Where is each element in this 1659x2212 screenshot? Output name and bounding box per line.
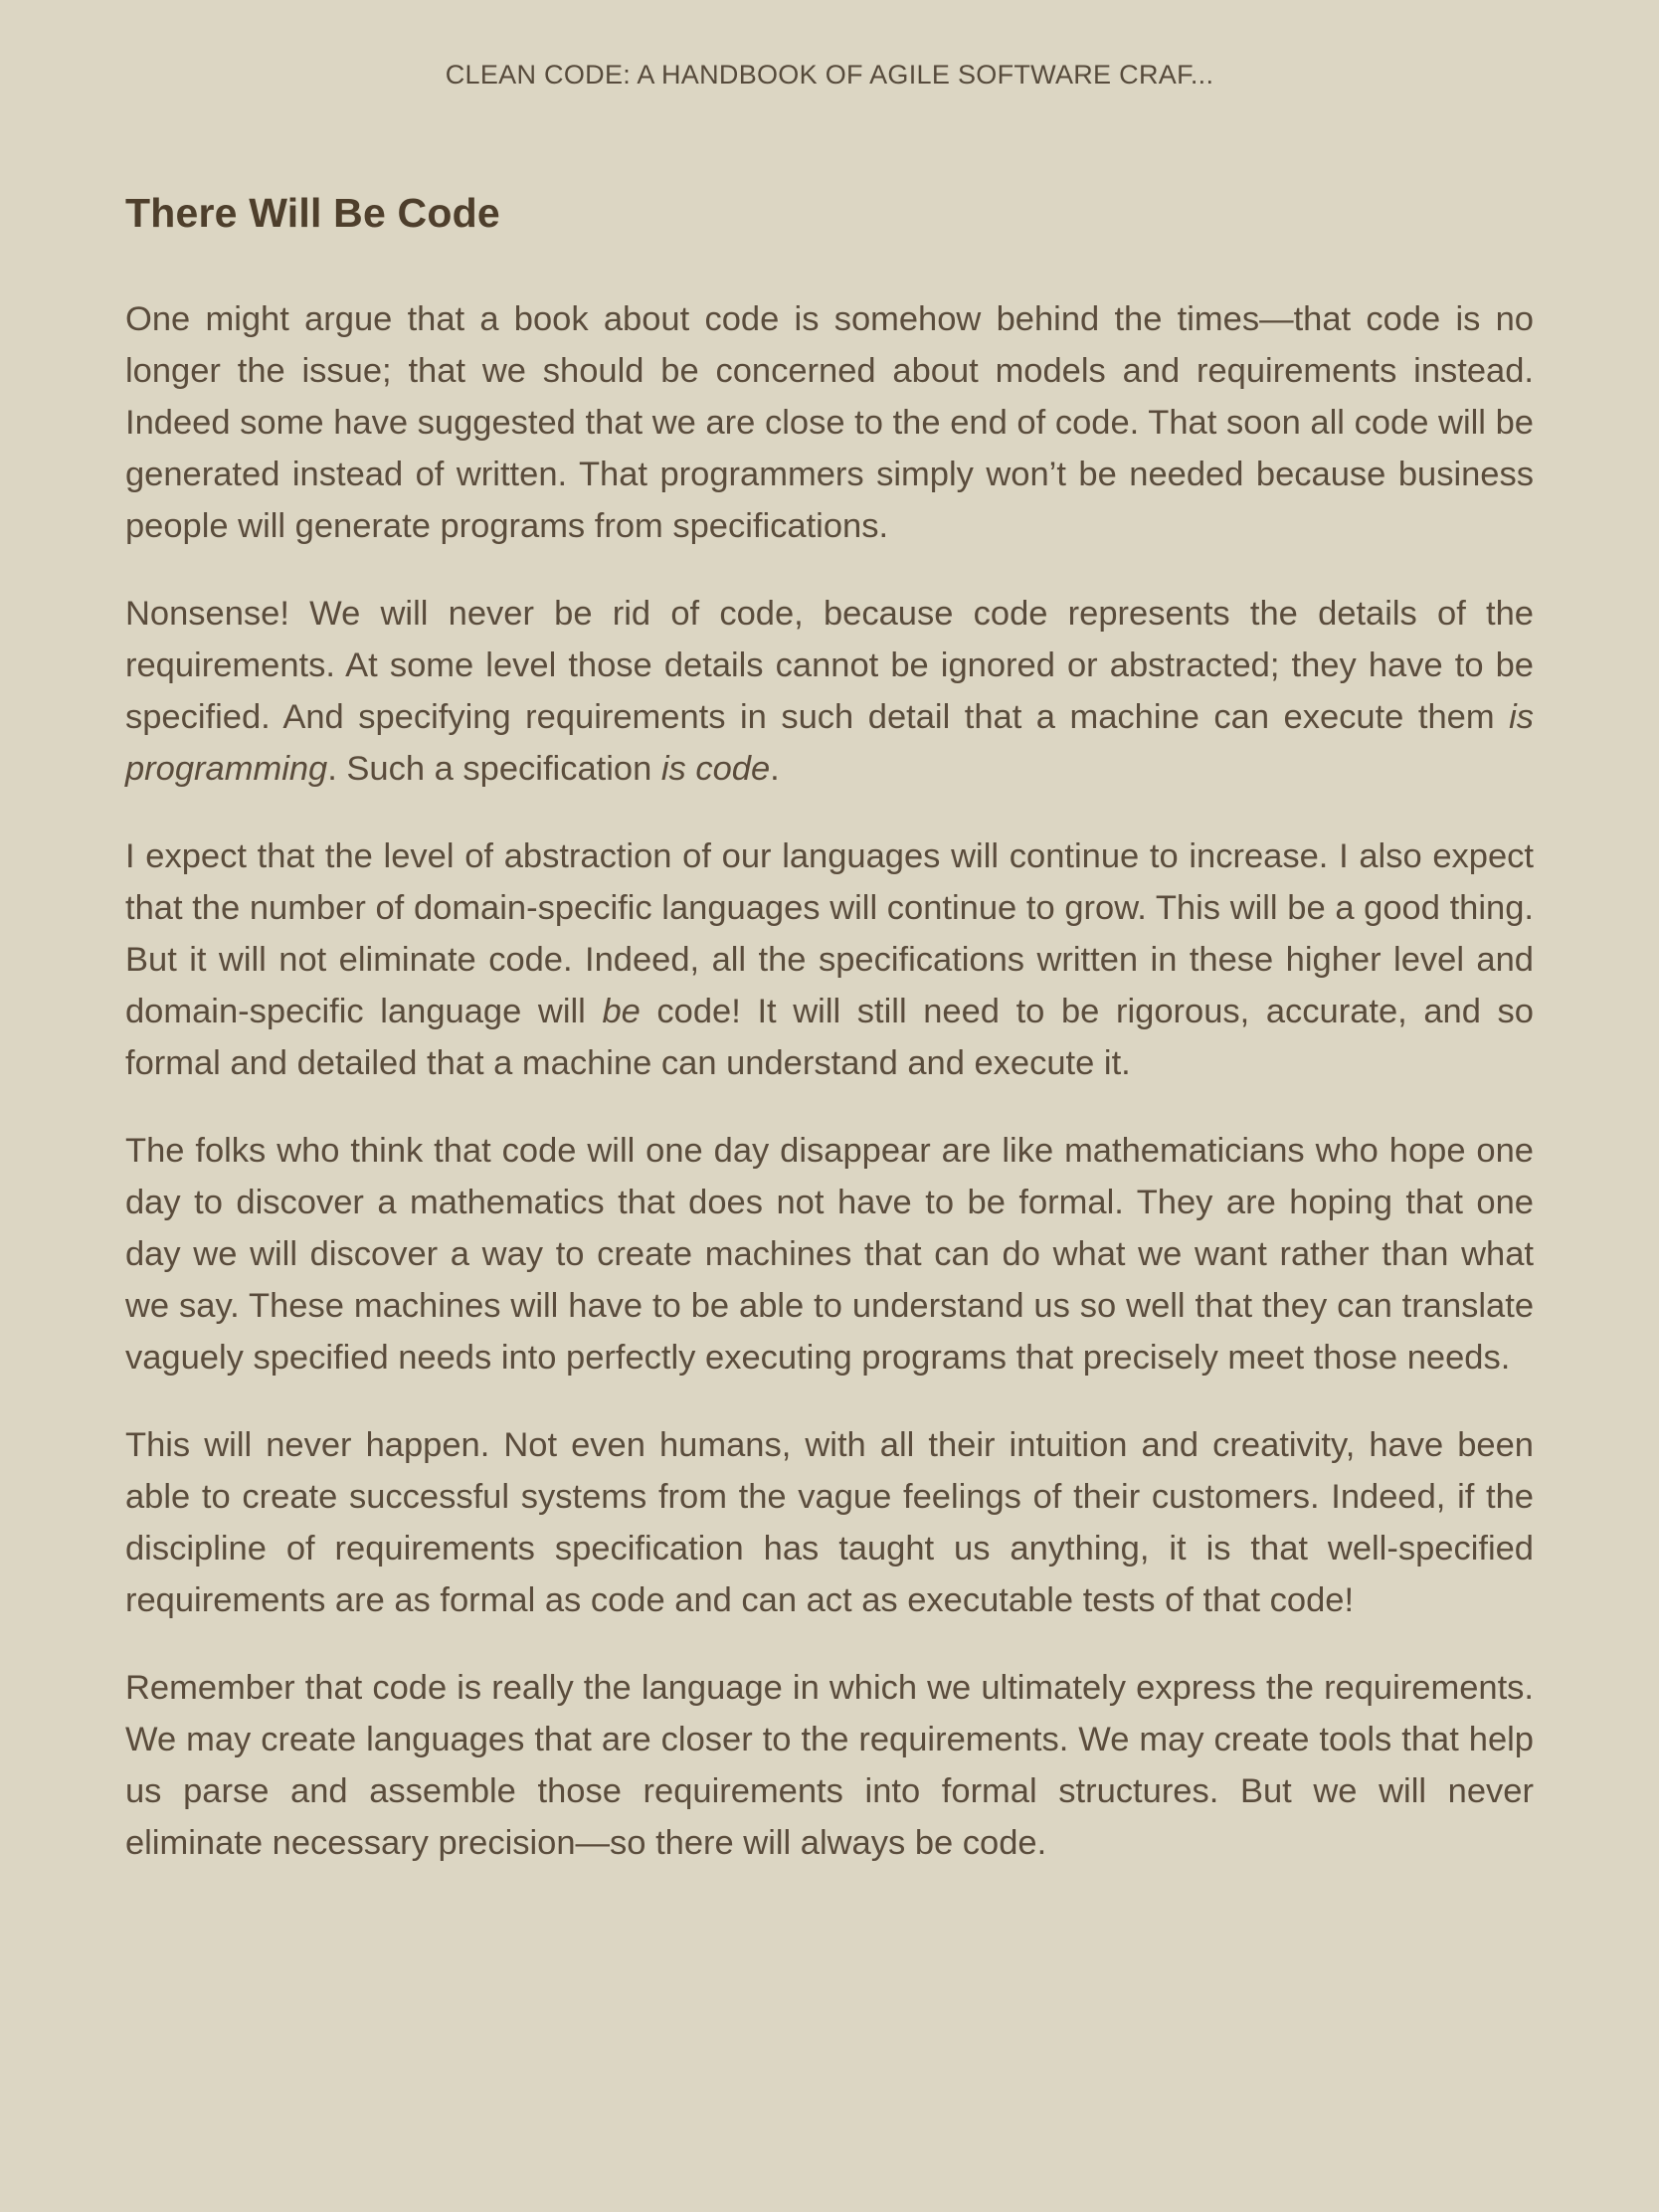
paragraph xyxy=(125,830,1534,1089)
section-heading: There Will Be Code xyxy=(125,190,500,236)
italic-text: is programming xyxy=(125,698,1534,788)
paragraph xyxy=(125,1419,1534,1626)
paragraph xyxy=(125,1125,1534,1383)
text-run: . Such a specification xyxy=(327,750,661,788)
paragraph xyxy=(125,1662,1534,1869)
page-content xyxy=(125,189,1534,1869)
text-run: Nonsense! We will never be rid of code, because code represents the details of the requirements. At some level those details cannot be ignored or abstracted; they have to be specified. And specifying requirements in such detail that a machine can execute them xyxy=(125,595,1534,736)
paragraph xyxy=(125,588,1534,795)
text-run: . xyxy=(770,750,780,788)
text-run: Remember that code is really the language in which we ultimately express the requirements. We may create languages that are closer to the requirements. We may create tools that help us parse and assemble those requirements into formal structures. But we will never eliminate necessary precision—so there will always be code. xyxy=(125,1669,1534,1862)
text-run: The folks who think that code will one day disappear are like mathematicians who hope one day to discover a mathematics that does not have to be formal. They are hoping that one day we will discover a way to create machines that can do what we want rather than what we say. These machines will have to be able to understand us so well that they can translate vaguely specified needs into perfectly executing programs that precisely meet those needs. xyxy=(125,1132,1534,1377)
text-run: This will never happen. Not even humans, with all their intuition and creativity, have been able to create successful systems from the vague feelings of their customers. Indeed, if the discipline of requirements specification has taught us anything, it is that well-specified requirements are as formal as code and can act as executable tests of that code! xyxy=(125,1426,1534,1619)
paragraph xyxy=(125,293,1534,552)
italic-text: be xyxy=(602,993,641,1030)
text-run: code! It will still need to be rigorous, accurate, and so formal and detailed that a machine can understand and execute it. xyxy=(125,993,1534,1082)
text-run: I expect that the level of abstraction of our languages will continue to increase. I also expect that the number of domain-specific languages will continue to grow. This will be a good thing. But it will not eliminate code. Indeed, all the specifications written in these higher level and domain-specific language will xyxy=(125,837,1534,1030)
body-text xyxy=(125,293,1534,1869)
text-run: One might argue that a book about code is somehow behind the times—that code is no longer the issue; that we should be concerned about models and requirements instead. Indeed some have suggested that we are close to the end of code. That soon all code will be generated instead of written. That programmers simply won’t be needed because business people will generate programs from specifications. xyxy=(125,300,1534,545)
book-title-header: CLEAN CODE: A HANDBOOK OF AGILE SOFTWARE CRAF... xyxy=(445,60,1214,90)
italic-text: is code xyxy=(660,750,771,788)
